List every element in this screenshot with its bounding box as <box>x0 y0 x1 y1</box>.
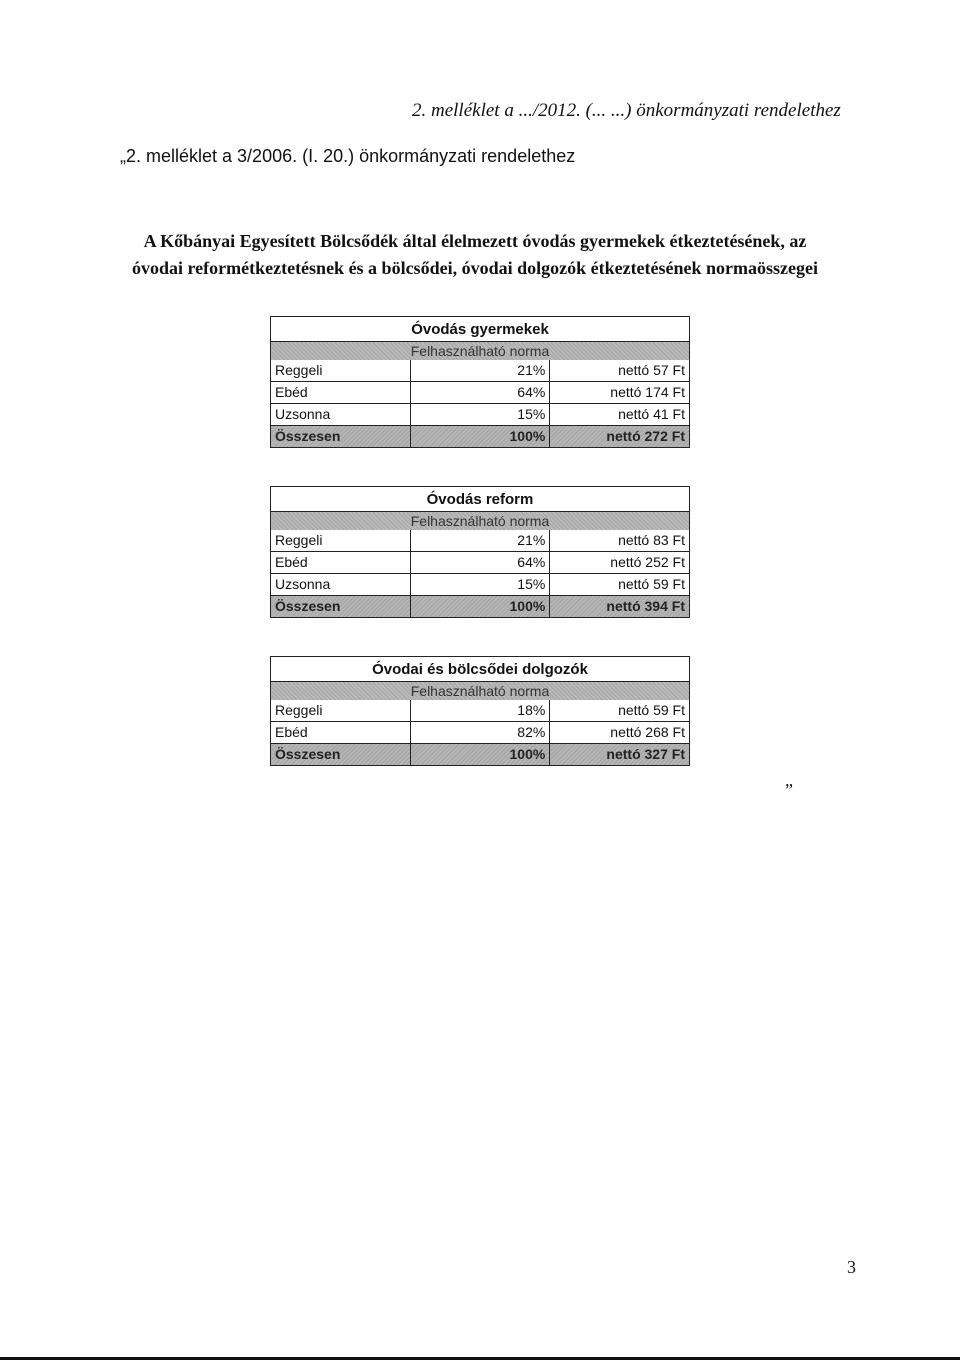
table-row <box>271 530 690 552</box>
table-row <box>271 722 690 744</box>
meal-percentage: 15% <box>410 404 550 426</box>
table-row <box>271 574 690 596</box>
table-title: Óvodás reform <box>271 487 690 512</box>
table-title: Óvodai és bölcsődei dolgozók <box>271 657 690 682</box>
meal-percentage: 15% <box>410 574 550 596</box>
total-label: Összesen <box>271 596 411 618</box>
document-title <box>100 228 850 282</box>
table-row <box>271 382 690 404</box>
norma-table-ovodas-gyermekek <box>270 316 690 448</box>
meal-percentage: 18% <box>410 700 550 722</box>
table-total-row <box>271 596 690 618</box>
total-percentage: 100% <box>410 596 550 618</box>
page-number: 3 <box>847 1257 856 1277</box>
table-total-row <box>271 744 690 766</box>
table-total-row <box>271 426 690 448</box>
table-subtitle: Felhasználható norma <box>271 512 690 531</box>
meal-label: Uzsonna <box>271 404 411 426</box>
meal-amount: nettó 83 Ft <box>550 530 690 552</box>
closing-quotation-mark: ” <box>785 780 793 800</box>
meal-label: Reggeli <box>271 530 411 552</box>
table-title: Óvodás gyermekek <box>271 317 690 342</box>
norma-table-ovodas-reform <box>270 486 690 618</box>
meal-label: Ebéd <box>271 722 411 744</box>
table-title-row <box>271 487 690 512</box>
meal-label: Reggeli <box>271 360 411 382</box>
meal-percentage: 64% <box>410 382 550 404</box>
table-title-row <box>271 657 690 682</box>
meal-amount: nettó 174 Ft <box>550 382 690 404</box>
meal-label: Uzsonna <box>271 574 411 596</box>
table-row <box>271 404 690 426</box>
table-subtitle-row <box>271 342 690 361</box>
table-subtitle: Felhasználható norma <box>271 682 690 701</box>
meal-label: Ebéd <box>271 382 411 404</box>
annex-reference-original: „2. melléklet a 3/2006. (I. 20.) önkormányzati rendelethez <box>120 146 576 166</box>
total-amount: nettó 394 Ft <box>550 596 690 618</box>
table-row <box>271 360 690 382</box>
document-title-line-2: óvodai reformétkeztetésnek és a bölcsődei, óvodai dolgozók étkeztetésének normaösszegei <box>131 258 819 278</box>
total-amount: nettó 327 Ft <box>550 744 690 766</box>
table-row <box>271 552 690 574</box>
total-percentage: 100% <box>410 744 550 766</box>
table-subtitle-row <box>271 682 690 701</box>
meal-amount: nettó 59 Ft <box>550 700 690 722</box>
table-title-row <box>271 317 690 342</box>
total-amount: nettó 272 Ft <box>550 426 690 448</box>
document-title-line-1: A Kőbányai Egyesített Bölcsődék által élelmezett óvodás gyermekek étkeztetésének, az <box>143 231 807 251</box>
annex-reference-new: 2. melléklet a .../2012. (... ...) önkormányzati rendelethez <box>412 100 841 121</box>
meal-amount: nettó 59 Ft <box>550 574 690 596</box>
table-subtitle-row <box>271 512 690 531</box>
table-row <box>271 700 690 722</box>
meal-amount: nettó 57 Ft <box>550 360 690 382</box>
meal-amount: nettó 268 Ft <box>550 722 690 744</box>
meal-label: Ebéd <box>271 552 411 574</box>
page-bottom-border <box>0 1357 960 1360</box>
table-subtitle: Felhasználható norma <box>271 342 690 361</box>
norma-table-dolgozok <box>270 656 690 766</box>
meal-amount: nettó 252 Ft <box>550 552 690 574</box>
total-percentage: 100% <box>410 426 550 448</box>
meal-amount: nettó 41 Ft <box>550 404 690 426</box>
meal-label: Reggeli <box>271 700 411 722</box>
meal-percentage: 64% <box>410 552 550 574</box>
meal-percentage: 82% <box>410 722 550 744</box>
total-label: Összesen <box>271 426 411 448</box>
meal-percentage: 21% <box>410 530 550 552</box>
total-label: Összesen <box>271 744 411 766</box>
meal-percentage: 21% <box>410 360 550 382</box>
